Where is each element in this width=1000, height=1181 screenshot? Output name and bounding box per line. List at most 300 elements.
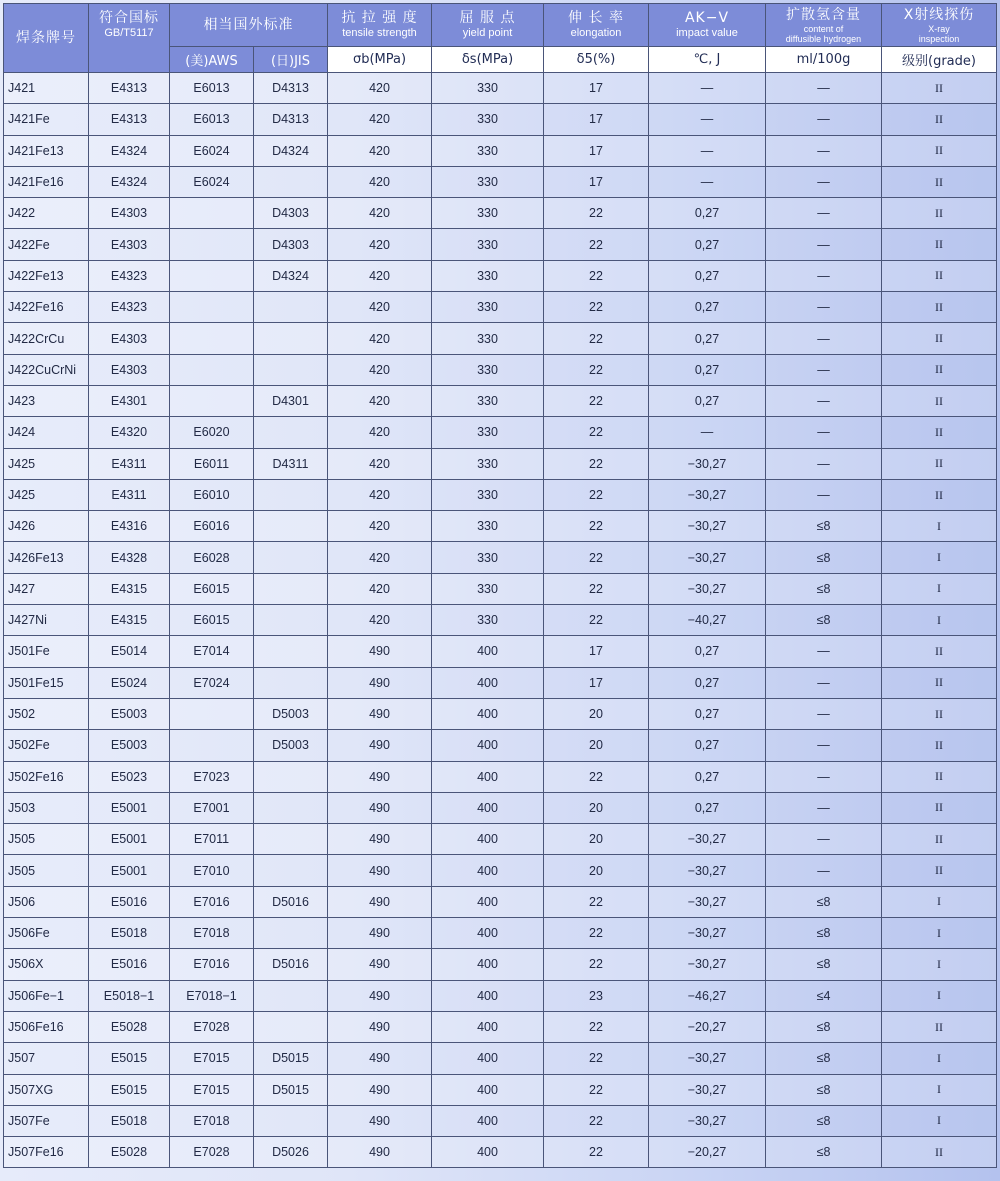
- hydrogen-cell: ≤8: [766, 511, 882, 542]
- yield-cell: 330: [432, 605, 544, 636]
- jis-cell: D5026: [254, 1137, 328, 1168]
- yield-cell: 400: [432, 792, 544, 823]
- yield-cell: 400: [432, 698, 544, 729]
- yield-cell: 330: [432, 511, 544, 542]
- elongation-cell: 17: [544, 636, 649, 667]
- impact-cell: −46,27: [649, 980, 766, 1011]
- jis-cell: [254, 511, 328, 542]
- yield-cell: 330: [432, 198, 544, 229]
- impact-cell: —: [649, 135, 766, 166]
- hydrogen-cell: —: [766, 198, 882, 229]
- jis-cell: [254, 1011, 328, 1042]
- jis-cell: D4324: [254, 260, 328, 291]
- hydrogen-cell: —: [766, 698, 882, 729]
- tensile-header: 抗 拉 强 度 tensile strength: [328, 4, 432, 47]
- elongation-cell: 20: [544, 855, 649, 886]
- tensile-cell: 420: [328, 542, 432, 573]
- tensile-cell: 420: [328, 260, 432, 291]
- xray-grade-cell: II: [882, 73, 997, 104]
- hydrogen-cell: —: [766, 260, 882, 291]
- brand-cell: J506Fe: [4, 918, 89, 949]
- elongation-cell: 22: [544, 573, 649, 604]
- gb-cell: E5014: [89, 636, 170, 667]
- elongation-cell: 22: [544, 511, 649, 542]
- brand-cell: J425: [4, 448, 89, 479]
- hydrogen-cell: —: [766, 636, 882, 667]
- gb-cell: E4311: [89, 448, 170, 479]
- yield-cell: 330: [432, 479, 544, 510]
- impact-cell: −20,27: [649, 1011, 766, 1042]
- jis-cell: [254, 573, 328, 604]
- table-header: [4, 4, 997, 73]
- hydrogen-header: 扩散氢含量 content of diffusible hydrogen: [766, 4, 882, 47]
- gb-cell: E5028: [89, 1011, 170, 1042]
- elongation-cell: 17: [544, 73, 649, 104]
- xray-grade-cell: I: [882, 886, 997, 917]
- jis-cell: [254, 166, 328, 197]
- xray-grade-cell: I: [882, 949, 997, 980]
- gb-cell: E4311: [89, 479, 170, 510]
- jis-header: (日)JIS: [254, 47, 328, 73]
- brand-cell: J425: [4, 479, 89, 510]
- elongation-cell: 22: [544, 417, 649, 448]
- xray-grade-cell: I: [882, 542, 997, 573]
- aws-cell: E6015: [170, 605, 254, 636]
- impact-cell: 0,27: [649, 354, 766, 385]
- jis-cell: [254, 417, 328, 448]
- table-row: [4, 1043, 997, 1074]
- xray-grade-cell: II: [882, 824, 997, 855]
- aws-cell: E7018−1: [170, 980, 254, 1011]
- jis-cell: D5015: [254, 1043, 328, 1074]
- gb-cell: E4313: [89, 104, 170, 135]
- brand-cell: J422Fe16: [4, 292, 89, 323]
- yield-cell: 330: [432, 417, 544, 448]
- xray-grade-cell: II: [882, 166, 997, 197]
- hydrogen-cell: —: [766, 323, 882, 354]
- hydrogen-cell: ≤8: [766, 1043, 882, 1074]
- xray-grade-cell: II: [882, 229, 997, 260]
- impact-cell: 0,27: [649, 636, 766, 667]
- xray-grade-cell: II: [882, 323, 997, 354]
- gb-cell: E5018: [89, 918, 170, 949]
- aws-cell: E6024: [170, 166, 254, 197]
- jis-cell: [254, 323, 328, 354]
- yield-cell: 330: [432, 260, 544, 291]
- tensile-unit: σb(MPa): [328, 47, 432, 73]
- brand-cell: J506X: [4, 949, 89, 980]
- tensile-cell: 490: [328, 730, 432, 761]
- elongation-cell: 17: [544, 104, 649, 135]
- yield-cell: 400: [432, 667, 544, 698]
- elongation-cell: 22: [544, 761, 649, 792]
- aws-cell: E6011: [170, 448, 254, 479]
- brand-cell: J506: [4, 886, 89, 917]
- gb-cell: E5028: [89, 1137, 170, 1168]
- xray-grade-cell: II: [882, 198, 997, 229]
- yield-cell: 330: [432, 73, 544, 104]
- tensile-cell: 420: [328, 605, 432, 636]
- gb-cell: E5023: [89, 761, 170, 792]
- foreign-standard-header: 相当国外标准: [170, 4, 328, 47]
- gb-cell: E4301: [89, 385, 170, 416]
- gb-cell: E5015: [89, 1074, 170, 1105]
- elongation-header: 伸 长 率 elongation: [544, 4, 649, 47]
- jis-cell: D4311: [254, 448, 328, 479]
- jis-cell: [254, 824, 328, 855]
- impact-cell: 0,27: [649, 730, 766, 761]
- yield-cell: 400: [432, 761, 544, 792]
- tensile-cell: 490: [328, 792, 432, 823]
- elongation-cell: 22: [544, 886, 649, 917]
- elongation-cell: 22: [544, 542, 649, 573]
- brand-cell: J501Fe15: [4, 667, 89, 698]
- yield-cell: 400: [432, 730, 544, 761]
- aws-cell: E6016: [170, 511, 254, 542]
- yield-cell: 330: [432, 385, 544, 416]
- table-row: [4, 918, 997, 949]
- table-row: [4, 886, 997, 917]
- aws-cell: E7001: [170, 792, 254, 823]
- impact-cell: −30,27: [649, 448, 766, 479]
- aws-cell: E7010: [170, 855, 254, 886]
- table-row: [4, 636, 997, 667]
- aws-cell: E7018: [170, 1105, 254, 1136]
- aws-cell: E6010: [170, 479, 254, 510]
- jis-cell: D4301: [254, 385, 328, 416]
- yield-cell: 400: [432, 886, 544, 917]
- tensile-cell: 420: [328, 135, 432, 166]
- jis-cell: [254, 761, 328, 792]
- xray-grade-cell: I: [882, 511, 997, 542]
- electrode-spec-table: [3, 3, 997, 1168]
- aws-cell: E6028: [170, 542, 254, 573]
- brand-cell: J506Fe−1: [4, 980, 89, 1011]
- table-row: [4, 511, 997, 542]
- aws-cell: [170, 354, 254, 385]
- brand-cell: J507Fe: [4, 1105, 89, 1136]
- elongation-cell: 17: [544, 166, 649, 197]
- impact-cell: 0,27: [649, 792, 766, 823]
- brand-cell: J507: [4, 1043, 89, 1074]
- gb-cell: E4323: [89, 260, 170, 291]
- table-row: [4, 855, 997, 886]
- xray-grade-cell: II: [882, 792, 997, 823]
- jis-cell: D5016: [254, 886, 328, 917]
- brand-cell: J423: [4, 385, 89, 416]
- brand-cell: J422CuCrNi: [4, 354, 89, 385]
- impact-unit: ℃, J: [649, 47, 766, 73]
- yield-cell: 400: [432, 1011, 544, 1042]
- xray-grade-cell: II: [882, 448, 997, 479]
- gb-cell: E4315: [89, 605, 170, 636]
- aws-cell: E7018: [170, 918, 254, 949]
- jis-cell: D4303: [254, 198, 328, 229]
- table-row: [4, 354, 997, 385]
- hydrogen-cell: —: [766, 824, 882, 855]
- hydrogen-cell: —: [766, 761, 882, 792]
- jis-cell: [254, 479, 328, 510]
- hydrogen-cell: —: [766, 417, 882, 448]
- yield-cell: 330: [432, 448, 544, 479]
- xray-grade-cell: II: [882, 698, 997, 729]
- gb-cell: E5018: [89, 1105, 170, 1136]
- brand-cell: J421Fe16: [4, 166, 89, 197]
- hydrogen-cell: —: [766, 104, 882, 135]
- elongation-cell: 22: [544, 354, 649, 385]
- xray-grade-cell: I: [882, 980, 997, 1011]
- gb-cell: E4324: [89, 135, 170, 166]
- yield-cell: 400: [432, 824, 544, 855]
- aws-cell: E6015: [170, 573, 254, 604]
- impact-cell: 0,27: [649, 229, 766, 260]
- impact-cell: −30,27: [649, 511, 766, 542]
- gb-cell: E4324: [89, 166, 170, 197]
- aws-cell: E7028: [170, 1011, 254, 1042]
- hydrogen-cell: —: [766, 385, 882, 416]
- yield-cell: 400: [432, 1105, 544, 1136]
- elongation-cell: 22: [544, 229, 649, 260]
- yield-cell: 400: [432, 949, 544, 980]
- impact-cell: −30,27: [649, 542, 766, 573]
- yield-cell: 330: [432, 573, 544, 604]
- table-row: [4, 417, 997, 448]
- table-row: [4, 730, 997, 761]
- aws-cell: E6013: [170, 73, 254, 104]
- yield-cell: 400: [432, 1137, 544, 1168]
- table-row: [4, 448, 997, 479]
- table-row: [4, 198, 997, 229]
- table-row: [4, 761, 997, 792]
- brand-cell: J506Fe16: [4, 1011, 89, 1042]
- impact-cell: 0,27: [649, 667, 766, 698]
- brand-cell: J421Fe: [4, 104, 89, 135]
- yield-cell: 400: [432, 855, 544, 886]
- yield-cell: 400: [432, 636, 544, 667]
- hydrogen-cell: —: [766, 479, 882, 510]
- elongation-unit: δ5(%): [544, 47, 649, 73]
- elongation-cell: 22: [544, 605, 649, 636]
- elongation-cell: 17: [544, 667, 649, 698]
- gb-cell: E4316: [89, 511, 170, 542]
- table-row: [4, 573, 997, 604]
- gb-cell: E4303: [89, 323, 170, 354]
- gb-cell: E5003: [89, 698, 170, 729]
- impact-header: AK−V impact value: [649, 4, 766, 47]
- xray-grade-cell: I: [882, 605, 997, 636]
- table-row: [4, 385, 997, 416]
- gb-cell: E4323: [89, 292, 170, 323]
- aws-cell: E7016: [170, 886, 254, 917]
- elongation-cell: 22: [544, 292, 649, 323]
- elongation-cell: 20: [544, 824, 649, 855]
- brand-cell: J422Fe13: [4, 260, 89, 291]
- table-row: [4, 542, 997, 573]
- hydrogen-cell: —: [766, 855, 882, 886]
- tensile-cell: 420: [328, 166, 432, 197]
- tensile-cell: 420: [328, 229, 432, 260]
- brand-cell: J502Fe: [4, 730, 89, 761]
- jis-cell: [254, 542, 328, 573]
- brand-cell: J502Fe16: [4, 761, 89, 792]
- table-row: [4, 824, 997, 855]
- table-row: [4, 104, 997, 135]
- gb-cell: E5024: [89, 667, 170, 698]
- table-row: [4, 1105, 997, 1136]
- elongation-cell: 22: [544, 949, 649, 980]
- xray-header: X射线探伤 X-ray inspection: [882, 4, 997, 47]
- elongation-cell: 22: [544, 1074, 649, 1105]
- elongation-cell: 23: [544, 980, 649, 1011]
- table-row: [4, 323, 997, 354]
- xray-grade-cell: I: [882, 573, 997, 604]
- gb-cell: E4303: [89, 354, 170, 385]
- elongation-cell: 22: [544, 1043, 649, 1074]
- hydrogen-cell: —: [766, 448, 882, 479]
- gb-cell: E5003: [89, 730, 170, 761]
- elongation-cell: 22: [544, 198, 649, 229]
- tensile-cell: 490: [328, 667, 432, 698]
- tensile-cell: 490: [328, 855, 432, 886]
- table-row: [4, 260, 997, 291]
- hydrogen-cell: ≤8: [766, 918, 882, 949]
- jis-cell: [254, 292, 328, 323]
- yield-cell: 330: [432, 323, 544, 354]
- gb-cell: E5018−1: [89, 980, 170, 1011]
- hydrogen-cell: ≤8: [766, 573, 882, 604]
- table-row: [4, 292, 997, 323]
- impact-cell: 0,27: [649, 761, 766, 792]
- aws-cell: E6013: [170, 104, 254, 135]
- table-row: [4, 1074, 997, 1105]
- hydrogen-cell: —: [766, 667, 882, 698]
- aws-cell: [170, 323, 254, 354]
- hydrogen-cell: ≤4: [766, 980, 882, 1011]
- tensile-cell: 490: [328, 1105, 432, 1136]
- hydrogen-unit: ml/100g: [766, 47, 882, 73]
- gb-cell: E4320: [89, 417, 170, 448]
- tensile-cell: 420: [328, 448, 432, 479]
- hydrogen-cell: ≤8: [766, 542, 882, 573]
- gb-cell: E4315: [89, 573, 170, 604]
- aws-cell: E7023: [170, 761, 254, 792]
- aws-cell: [170, 385, 254, 416]
- xray-grade-cell: II: [882, 260, 997, 291]
- aws-cell: E6020: [170, 417, 254, 448]
- elongation-cell: 22: [544, 260, 649, 291]
- jis-cell: D5003: [254, 730, 328, 761]
- aws-cell: E7014: [170, 636, 254, 667]
- aws-cell: E7015: [170, 1043, 254, 1074]
- aws-cell: E6024: [170, 135, 254, 166]
- jis-cell: D5016: [254, 949, 328, 980]
- elongation-cell: 20: [544, 698, 649, 729]
- hydrogen-cell: —: [766, 73, 882, 104]
- jis-cell: D5003: [254, 698, 328, 729]
- tensile-cell: 490: [328, 1074, 432, 1105]
- elongation-cell: 20: [544, 792, 649, 823]
- hydrogen-cell: ≤8: [766, 949, 882, 980]
- gb-standard-header: 符合国标 GB/T5117: [89, 4, 170, 73]
- xray-grade-cell: II: [882, 417, 997, 448]
- brand-cell: J502: [4, 698, 89, 729]
- tensile-cell: 420: [328, 385, 432, 416]
- table-row: [4, 980, 997, 1011]
- xray-grade-cell: I: [882, 1105, 997, 1136]
- yield-cell: 330: [432, 229, 544, 260]
- gb-cell: E5001: [89, 792, 170, 823]
- brand-cell: J426Fe13: [4, 542, 89, 573]
- jis-cell: D4313: [254, 104, 328, 135]
- yield-cell: 400: [432, 1043, 544, 1074]
- hydrogen-cell: ≤8: [766, 1137, 882, 1168]
- impact-cell: −40,27: [649, 605, 766, 636]
- tensile-cell: 490: [328, 918, 432, 949]
- elongation-cell: 22: [544, 1137, 649, 1168]
- xray-grade-cell: II: [882, 761, 997, 792]
- xray-grade-cell: II: [882, 1011, 997, 1042]
- xray-grade-cell: II: [882, 385, 997, 416]
- table-row: [4, 1011, 997, 1042]
- aws-cell: E7015: [170, 1074, 254, 1105]
- tensile-cell: 490: [328, 886, 432, 917]
- table-row: [4, 1137, 997, 1168]
- hydrogen-cell: —: [766, 730, 882, 761]
- impact-cell: −30,27: [649, 918, 766, 949]
- brand-cell: J505: [4, 824, 89, 855]
- yield-unit: δs(MPa): [432, 47, 544, 73]
- impact-cell: −30,27: [649, 949, 766, 980]
- brand-cell: J422Fe: [4, 229, 89, 260]
- hydrogen-cell: ≤8: [766, 1074, 882, 1105]
- xray-grade-cell: II: [882, 354, 997, 385]
- jis-cell: [254, 354, 328, 385]
- brand-cell: J426: [4, 511, 89, 542]
- table-row: [4, 229, 997, 260]
- elongation-cell: 22: [544, 918, 649, 949]
- impact-cell: −30,27: [649, 1074, 766, 1105]
- gb-cell: E5015: [89, 1043, 170, 1074]
- gb-cell: E4328: [89, 542, 170, 573]
- impact-cell: −30,27: [649, 824, 766, 855]
- table-row: [4, 949, 997, 980]
- tensile-cell: 490: [328, 1137, 432, 1168]
- gb-cell: E5001: [89, 824, 170, 855]
- hydrogen-cell: ≤8: [766, 605, 882, 636]
- aws-cell: [170, 260, 254, 291]
- xray-unit: 级别(grade): [882, 47, 997, 73]
- gb-cell: E4303: [89, 229, 170, 260]
- aws-cell: [170, 198, 254, 229]
- tensile-cell: 490: [328, 698, 432, 729]
- jis-cell: D4313: [254, 73, 328, 104]
- elongation-cell: 22: [544, 448, 649, 479]
- aws-cell: E7024: [170, 667, 254, 698]
- jis-cell: [254, 636, 328, 667]
- table-row: [4, 792, 997, 823]
- elongation-cell: 20: [544, 730, 649, 761]
- tensile-cell: 490: [328, 824, 432, 855]
- jis-cell: D4324: [254, 135, 328, 166]
- aws-cell: E7011: [170, 824, 254, 855]
- brand-cell: J421Fe13: [4, 135, 89, 166]
- impact-cell: −30,27: [649, 1043, 766, 1074]
- hydrogen-cell: —: [766, 135, 882, 166]
- yield-cell: 330: [432, 104, 544, 135]
- xray-grade-cell: II: [882, 667, 997, 698]
- tensile-cell: 420: [328, 292, 432, 323]
- brand-cell: J424: [4, 417, 89, 448]
